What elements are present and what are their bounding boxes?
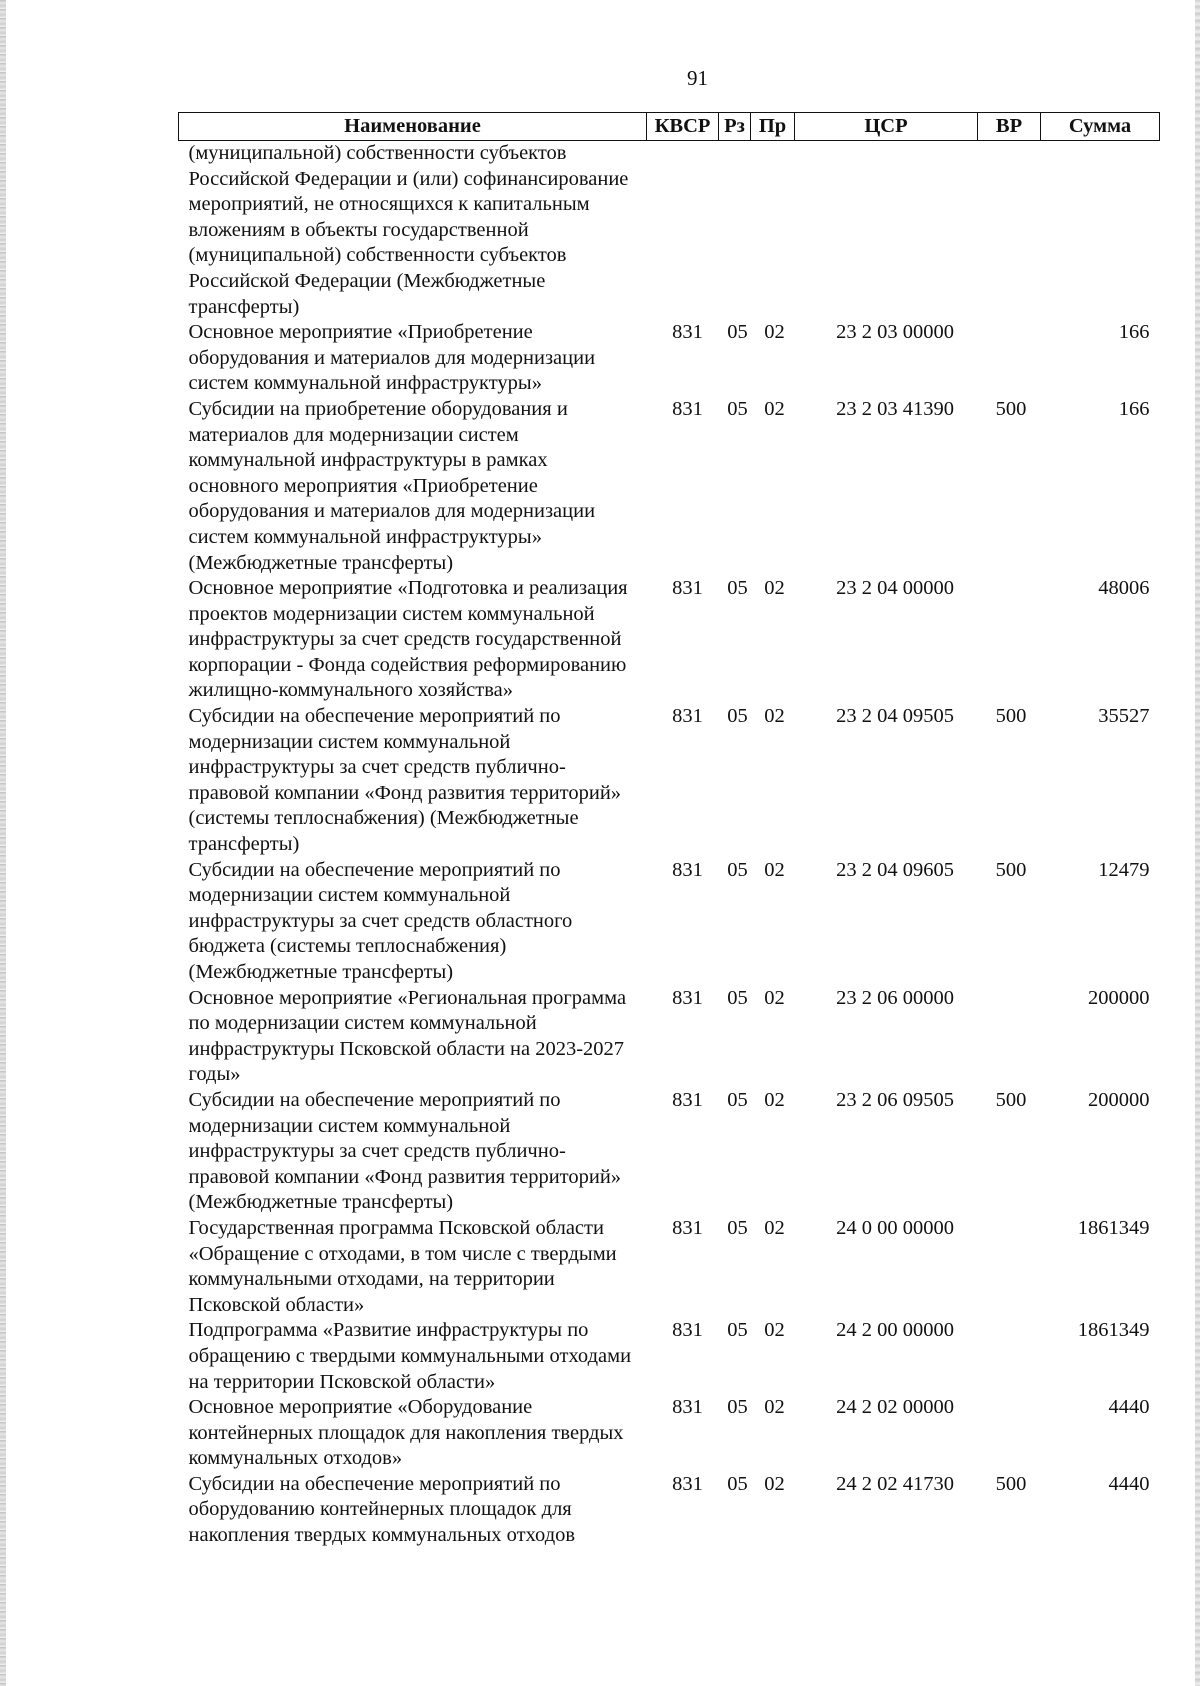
csr-cell: 24 0 00 00000 [836, 1216, 954, 1239]
rz-cell: 05 [727, 1396, 748, 1419]
name-cell: Субсидии на приобретение оборудования и материалов для модернизации систем коммунальной инфраструктуры в рамках основного мероприятия «Приобретение оборудования и материалов для модернизации систем коммунальной инфраструктуры» (Межбюджетные трансферты) [188, 397, 596, 574]
kvsr-cell: 831 [672, 321, 703, 344]
rz-cell: 05 [727, 1216, 748, 1239]
table-row [179, 576, 1160, 704]
vr-cell [978, 986, 1041, 1088]
sum-cell: 4440 [1108, 1472, 1150, 1495]
rz-cell: 05 [727, 705, 748, 728]
sum-cell: 12479 [1098, 858, 1150, 881]
header-kvsr: КВСР [647, 113, 719, 141]
vr-cell [978, 1395, 1041, 1472]
sum-cell: 200000 [1088, 986, 1150, 1009]
name-cell: Основное мероприятие «Оборудование контейнерных площадок для накопления твердых коммунальных отходов» [188, 1396, 624, 1470]
table-row [179, 397, 1160, 576]
sum-cell: 1861349 [1077, 1319, 1150, 1342]
csr-cell: 23 2 04 09505 [836, 705, 954, 728]
kvsr-cell: 831 [672, 1216, 703, 1239]
rz-cell: 05 [727, 577, 748, 600]
header-sum: Сумма [1041, 113, 1160, 141]
rz-cell: 05 [727, 858, 748, 881]
table-row [179, 986, 1160, 1088]
kvsr-cell: 831 [672, 397, 703, 420]
rz-cell: 05 [727, 986, 748, 1009]
scan-edge-left [0, 0, 6, 1686]
header-csr: ЦСР [795, 113, 978, 141]
rz-cell [719, 141, 751, 321]
name-cell: Основное мероприятие «Приобретение оборудования и материалов для модернизации систем коммунальной инфраструктуры» [188, 321, 596, 395]
pr-cell: 02 [764, 705, 785, 728]
name-cell: Основное мероприятие «Региональная программа по модернизации систем коммунальной инфраструктуры Псковской области на 2023-2027 годы» [188, 986, 627, 1086]
header-rz: Рз [719, 113, 751, 141]
sum-cell: 166 [1118, 321, 1150, 344]
kvsr-cell: 831 [672, 1088, 703, 1111]
csr-cell: 23 2 03 00000 [836, 321, 954, 344]
kvsr-cell: 831 [672, 1396, 703, 1419]
pr-cell: 02 [764, 858, 785, 881]
kvsr-cell: 831 [672, 986, 703, 1009]
sum-cell: 200000 [1088, 1088, 1150, 1111]
csr-cell: 23 2 03 41390 [836, 397, 954, 420]
header-row [179, 113, 1160, 141]
rz-cell: 05 [727, 1319, 748, 1342]
pr-cell: 02 [764, 321, 785, 344]
sum-cell: 4440 [1108, 1396, 1150, 1419]
table-header [179, 113, 1160, 141]
pr-cell: 02 [764, 1472, 785, 1495]
vr-cell [978, 1318, 1041, 1395]
name-cell: Субсидии на обеспечение мероприятий по модернизации систем коммунальной инфраструктуры за счет средств областного бюджета (системы теплоснабжения) (Межбюджетные трансферты) [188, 858, 573, 983]
kvsr-cell: 831 [672, 577, 703, 600]
table-row [179, 704, 1160, 858]
table-row [179, 320, 1160, 397]
table-row [179, 1216, 1160, 1318]
name-cell: Субсидии на обеспечение мероприятий по модернизации систем коммунальной инфраструктуры за счет средств публично-правовой компании «Фонд развития территорий» (системы теплоснабжения) (Межбюджетные трансферты) [188, 705, 622, 856]
page-number: 91 [687, 66, 708, 90]
pr-cell: 02 [764, 577, 785, 600]
name-cell: Субсидии на обеспечение мероприятий по модернизации систем коммунальной инфраструктуры за счет средств публично-правовой компании «Фонд развития территорий» (Межбюджетные трансферты) [188, 1088, 622, 1214]
csr-cell: 23 2 04 09605 [836, 858, 954, 881]
header-vr: ВР [978, 113, 1041, 141]
vr-cell [978, 320, 1041, 397]
csr-cell: 23 2 06 00000 [836, 986, 954, 1009]
scan-edge-right [1195, 0, 1200, 1686]
kvsr-cell: 831 [672, 1472, 703, 1495]
rz-cell: 05 [727, 1088, 748, 1111]
csr-cell: 23 2 06 09505 [836, 1088, 954, 1111]
sum-cell: 35527 [1098, 705, 1150, 728]
rz-cell: 05 [727, 1472, 748, 1495]
table-row [179, 141, 1160, 321]
csr-cell: 24 2 00 00000 [836, 1319, 954, 1342]
sum-cell [1041, 141, 1160, 321]
budget-table [178, 112, 1160, 1549]
pr-cell: 02 [764, 1216, 785, 1239]
header-pr: Пр [751, 113, 795, 141]
kvsr-cell [647, 141, 719, 321]
sum-cell: 166 [1118, 397, 1150, 420]
rz-cell: 05 [727, 321, 748, 344]
pr-cell: 02 [764, 397, 785, 420]
csr-cell: 24 2 02 00000 [836, 1396, 954, 1419]
pr-cell: 02 [764, 1396, 785, 1419]
vr-cell: 500 [995, 1088, 1027, 1111]
vr-cell [978, 576, 1041, 704]
name-cell: Основное мероприятие «Подготовка и реализация проектов модернизации систем коммунальной инфраструктуры за счет средств государственной корпорации - Фонда содействия реформированию жилищно-коммунального хозяйства» [188, 577, 628, 702]
rz-cell: 05 [727, 397, 748, 420]
table-body [179, 141, 1160, 1549]
table-row [179, 1472, 1160, 1549]
name-cell: Государственная программа Псковской области «Обращение с отходами, в том числе с твердыми коммунальными отходами, на территории Псковской области» [188, 1216, 617, 1316]
name-cell: (муниципальной) собственности субъектов Российской Федерации и (или) софинансирование мероприятий, не относящихся к капитальным вложениям в объекты государственной (муниципальной) собственности субъектов Российской Федерации (Межбюджетные трансферты) [188, 142, 629, 318]
vr-cell [978, 141, 1041, 321]
pr-cell [751, 141, 795, 321]
csr-cell [795, 141, 978, 321]
pr-cell: 02 [764, 986, 785, 1009]
pr-cell: 02 [764, 1319, 785, 1342]
table-row [179, 1318, 1160, 1395]
sum-cell: 48006 [1098, 577, 1150, 600]
vr-cell [978, 1216, 1041, 1318]
vr-cell: 500 [995, 397, 1027, 420]
vr-cell: 500 [995, 858, 1027, 881]
kvsr-cell: 831 [672, 705, 703, 728]
csr-cell: 23 2 04 00000 [836, 577, 954, 600]
vr-cell: 500 [995, 705, 1027, 728]
kvsr-cell: 831 [672, 1319, 703, 1342]
header-name: Наименование [179, 113, 647, 141]
table-row [179, 858, 1160, 986]
name-cell: Субсидии на обеспечение мероприятий по оборудованию контейнерных площадок для накопления твердых коммунальных отходов [188, 1472, 576, 1547]
name-cell: Подпрограмма «Развитие инфраструктуры по обращению с твердыми коммунальными отходами на территории Псковской области» [188, 1319, 632, 1393]
kvsr-cell: 831 [672, 858, 703, 881]
table-row [179, 1395, 1160, 1472]
sum-cell: 1861349 [1077, 1216, 1150, 1239]
pr-cell: 02 [764, 1088, 785, 1111]
table-row [179, 1088, 1160, 1216]
vr-cell: 500 [995, 1472, 1027, 1495]
csr-cell: 24 2 02 41730 [836, 1472, 954, 1495]
